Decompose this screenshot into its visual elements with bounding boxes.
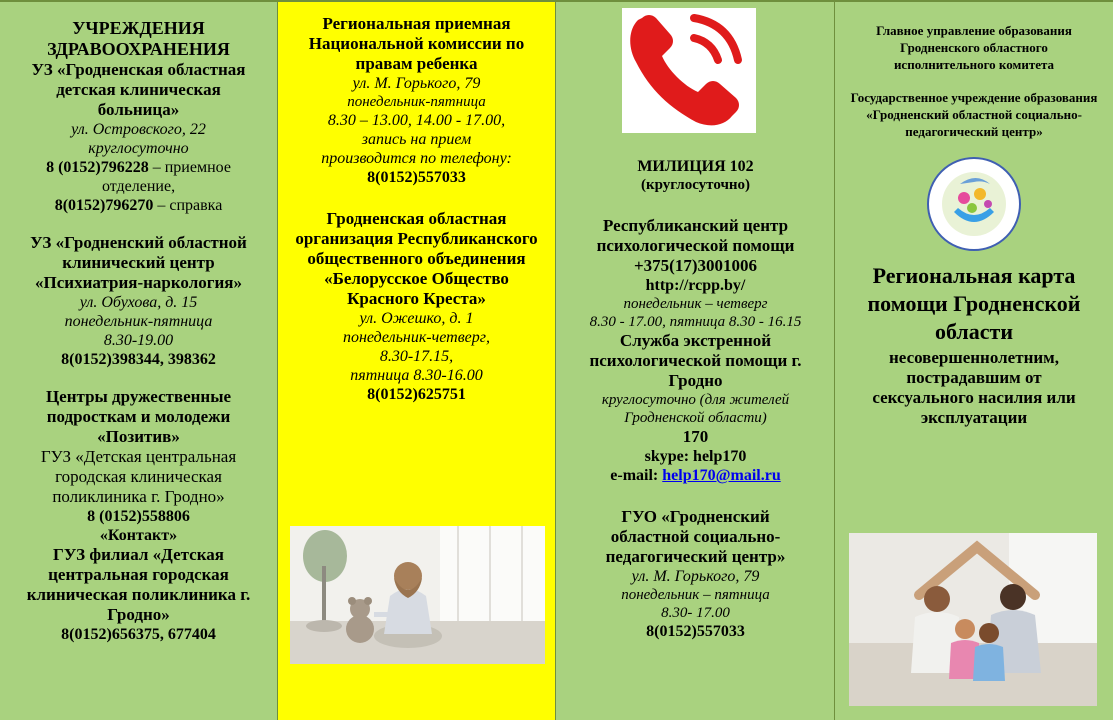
org1-phone-2: 8(0152)796270 — [54, 197, 154, 214]
heading-line-2: ЗДРАВООХРАНЕНИЯ — [47, 39, 230, 59]
col2-org2-friday: пятница 8.30-16.00 — [350, 367, 483, 384]
police-number: МИЛИЦИЯ 102 — [637, 158, 754, 175]
org2-phones: 8(0152)398344, 398362 — [61, 351, 216, 368]
org1-address: ул. Островского, 22 — [71, 121, 206, 138]
org1-phone-1-note: – приемное отделение, — [101, 159, 231, 195]
emergency-psych-service: Служба экстренной психологической помощи г. Гродно — [589, 331, 802, 390]
republican-psych-center: Республиканский центр психологической помощи — [596, 216, 795, 255]
col2-org2-phone: 8(0152)625751 — [367, 386, 466, 403]
police-hours: (круглосуточно) — [640, 177, 751, 193]
org-positive-centers: Центры дружественные подросткам и молодежи «Позитив» — [45, 387, 232, 446]
guo-days: понедельник – пятница — [621, 587, 770, 603]
rc-days: понедельник – четверг — [623, 296, 768, 312]
org1-hours: круглосуточно — [88, 140, 189, 157]
em-skype: skype: help170 — [644, 448, 747, 465]
rc-hours: 8.30 - 17.00, пятница 8.30 - 16.15 — [589, 314, 802, 330]
org2-days: понедельник-пятница — [64, 313, 213, 330]
panel-title — [835, 2, 1113, 720]
brochure-title: Региональная карта помощи Гродненской области — [867, 263, 1081, 344]
panel-health-institutions — [0, 2, 278, 720]
org1-phone-line-2 — [0, 196, 277, 215]
guo-hours: 8.30- 17.00 — [661, 605, 730, 621]
col2-org1-days: понедельник-пятница — [347, 94, 486, 110]
heading-line-1: УЧРЕЖДЕНИЯ — [72, 18, 205, 38]
em-phone: 170 — [682, 427, 709, 446]
phone-icon — [622, 8, 756, 133]
org2-address: ул. Обухова, д. 15 — [79, 294, 198, 311]
family-illustration — [849, 533, 1097, 706]
panel-emergency-contacts — [556, 2, 835, 720]
brochure-subtitle: несовершеннолетним, пострадавшим от сексуального насилия или эксплуатации — [872, 348, 1076, 427]
photo-child-with-teddy-bear — [290, 526, 545, 664]
org4-phones: 8(0152)656375, 677404 — [61, 626, 216, 643]
em-email-link[interactable]: help170@mail.ru — [662, 467, 781, 484]
photo-family-under-roof — [849, 533, 1097, 706]
org3-phone: 8 (0152)558806 — [87, 508, 190, 525]
org1-phone-line-1 — [0, 158, 277, 196]
rc-phone: +375(17)3001006 — [633, 256, 757, 275]
org-psychiatry-center: УЗ «Гродненский областной клинический центр «Психиатрия-наркология» — [30, 233, 247, 292]
org-social-pedagogical-center: Государственное учреждение образования «Гродненский областной социально-педагогический центр» — [850, 90, 1098, 139]
col2-org2-address: ул. Ожешко, д. 1 — [359, 310, 474, 327]
col2-org1-phone: 8(0152)557033 — [367, 169, 466, 186]
org-red-cross: Гродненская областная организация Республиканского общественного объединения «Белорусское Общество Красного Креста» — [295, 209, 538, 308]
em-email-label: e-mail: — [610, 467, 663, 484]
org-regional-children-hospital: УЗ «Гродненская областная детская клиническая больница» — [31, 60, 246, 119]
rc-website[interactable]: http://rcpp.by/ — [645, 277, 746, 294]
org-contact-title: «Контакт» — [99, 527, 178, 544]
col2-org1-note: запись на прием производится по телефону: — [321, 131, 512, 167]
em-email-line — [556, 466, 835, 485]
col2-org1-address: ул. М. Горького, 79 — [352, 75, 481, 92]
child-teddy-illustration — [290, 526, 545, 664]
org4-name: ГУЗ филиал «Детская центральная городская клиническая поликлиника г. Гродно» — [26, 545, 251, 624]
col2-org2-hours: 8.30-17.15, — [379, 348, 454, 365]
panel-regional-commission — [278, 2, 556, 720]
org1-phone-1: 8 (0152)796228 — [46, 159, 149, 176]
em-hours: круглосуточно (для жителей Гродненской области) — [601, 392, 790, 426]
guo-social-center: ГУО «Гродненский областной социально-педагогический центр» — [605, 507, 786, 566]
org3-clinic: ГУЗ «Детская центральная городская клиническая поликлиника г. Гродно» — [40, 447, 237, 506]
col2-org1-hours: 8.30 – 13.00, 14.00 - 17.00, — [327, 112, 506, 129]
col2-org2-days: понедельник-четверг, — [342, 329, 490, 346]
org2-hours: 8.30-19.00 — [103, 332, 174, 349]
org-education-department: Главное управление образования Гродненского областного исполнительного комитета — [876, 23, 1072, 72]
center-logo-icon — [924, 154, 1024, 254]
org-children-rights-commission: Региональная приемная Национальной комиссии по правам ребенка — [308, 14, 525, 73]
guo-phone: 8(0152)557033 — [646, 623, 745, 640]
org1-phone-2-note: – справка — [153, 197, 223, 214]
guo-address: ул. М. Горького, 79 — [631, 568, 760, 585]
